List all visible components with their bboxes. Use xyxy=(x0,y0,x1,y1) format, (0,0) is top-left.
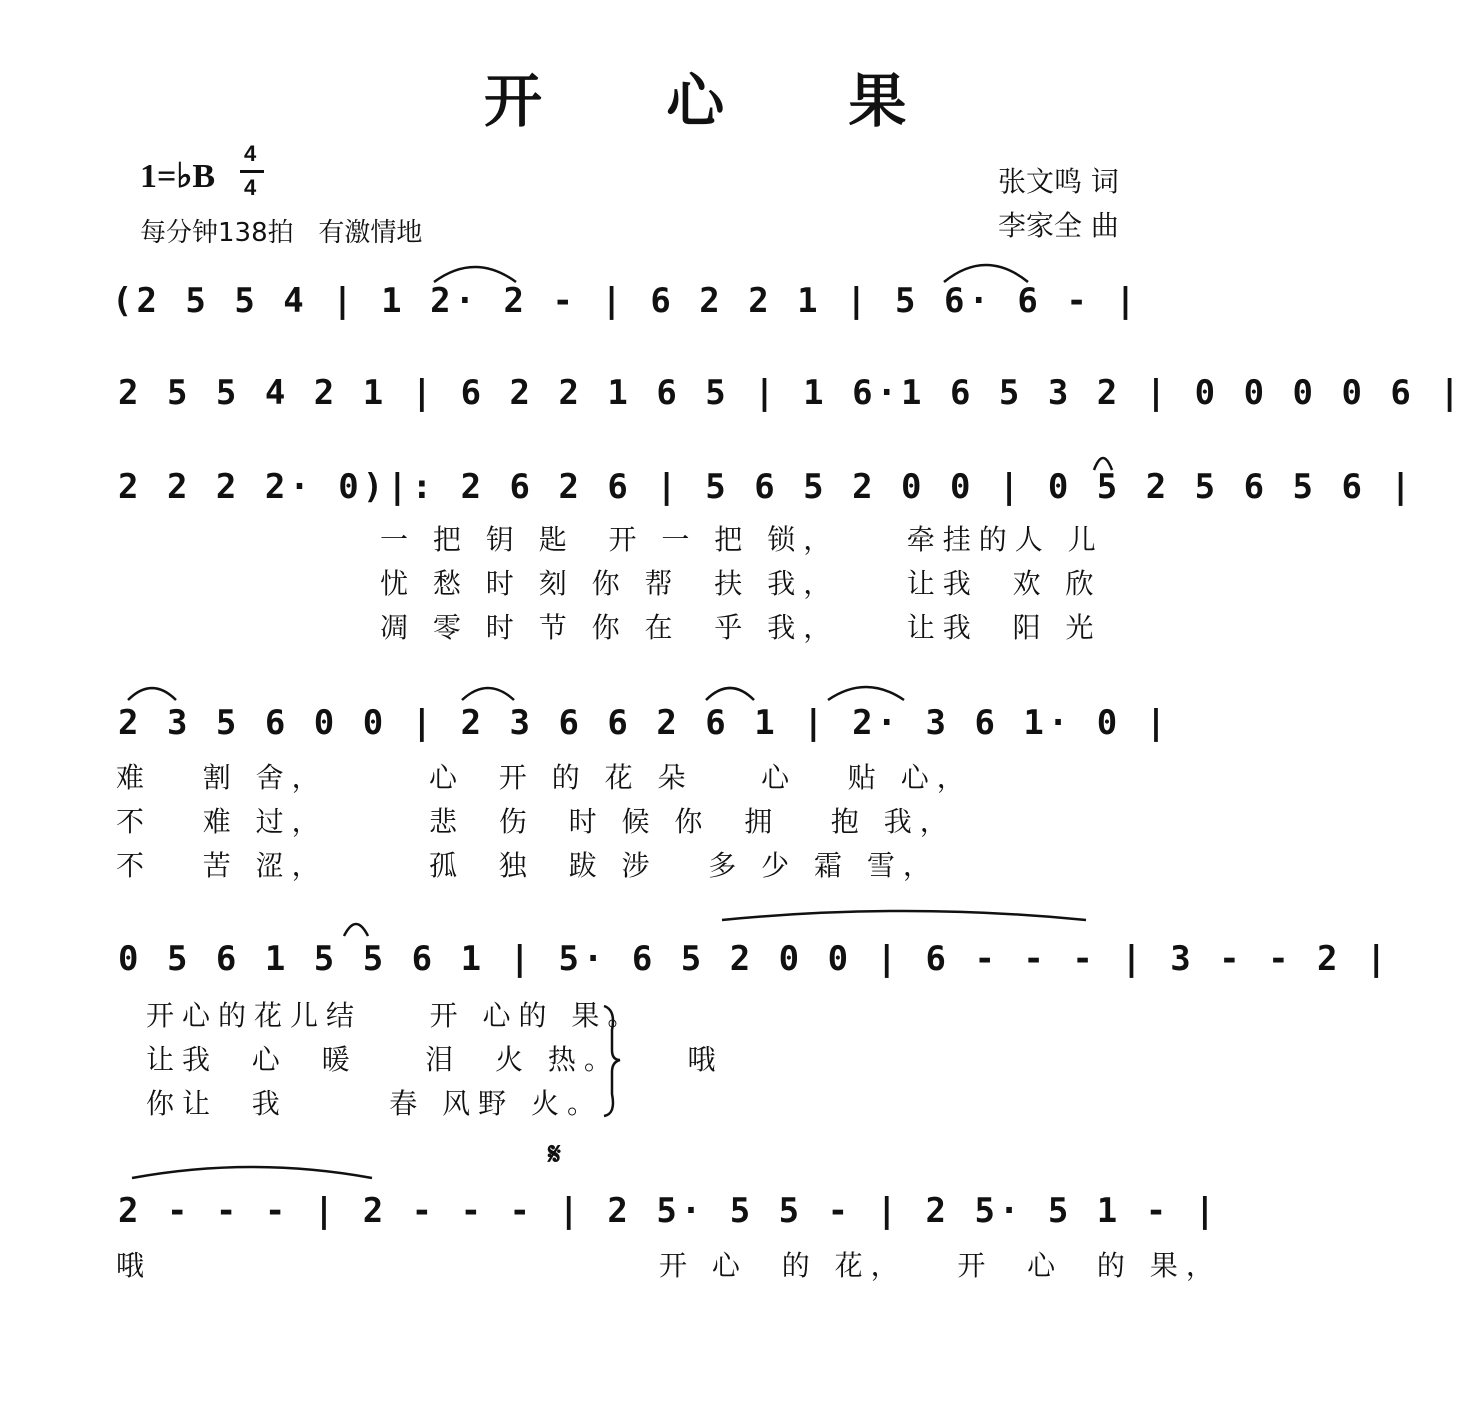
slur xyxy=(706,688,754,700)
slur xyxy=(434,267,516,282)
time-signature-bottom: 4 xyxy=(244,175,257,200)
lyric-line-3-verse-1: 一 把 钥 匙 开 一 把 锁， 牵挂的人 儿 xyxy=(380,523,1104,556)
lyric-line-4-verse-2: 不 难 过， 悲 伤 时 候 你 拥 抱 我， xyxy=(116,805,956,838)
bracket xyxy=(604,1006,620,1116)
lyric-line-5-verse-3: 你让 我 春 风野 火。 xyxy=(146,1087,604,1120)
key-signature: 1=♭B xyxy=(140,158,216,195)
notation-line-4: 2 3 5 6 0 0 | 2 3 6 6 2 6 1 | 2· 3 6 1· 0 | xyxy=(118,703,1171,743)
lyric-line-4-verse-1: 难 割 舍， 心 开 的 花 朵 心 贴 心， xyxy=(116,761,973,794)
slur xyxy=(1094,458,1112,470)
slur xyxy=(944,265,1028,282)
lyric-line-5-verse-1: 开心的花儿结 开 心的 果。 xyxy=(146,999,644,1032)
notation-line-5: 0 5 6 1 5 5 6 1 | 5· 6 5 2 0 0 | 6 - - - | 3 - - 2 | xyxy=(118,939,1391,979)
slur xyxy=(132,1167,372,1178)
lyricist-credit: 张文鸣 词 xyxy=(998,165,1119,198)
notation-line-1: (2 5 5 4 | 1 2· 2 - | 6 2 2 1 | 5 6· 6 - | xyxy=(112,281,1140,321)
lyric-line-6-verse-1: 哦 开 心 的 花， 开 心 的 果， xyxy=(116,1249,1222,1282)
lyric-line-3-verse-2: 忧 愁 时 刻 你 帮 扶 我， 让我 欢 欣 xyxy=(380,567,1102,600)
lyric-line-4-verse-3: 不 苦 涩， 孤 独 跋 涉 多 少 霜 雪， xyxy=(116,849,939,882)
tempo-marking: 每分钟138拍 有激情地 xyxy=(140,218,423,248)
lyric-line-5-verse-2: 让我 心 暖 泪 火 热。 哦 xyxy=(146,1043,724,1076)
notation-line-6: 2 - - - | 2 - - - | 2 5· 5 5 - | 2 5· 5 1 - | xyxy=(118,1191,1220,1231)
slur xyxy=(344,924,368,936)
slur xyxy=(722,911,1086,920)
notation-line-3: 2 2 2 2· 0)|: 2 6 2 6 | 5 6 5 2 0 0 | 0 5 2 5 6 5 6 | xyxy=(118,467,1415,507)
slur xyxy=(828,687,904,700)
segno-sign: 𝄋 xyxy=(548,1137,561,1172)
composer-credit: 李家全 曲 xyxy=(998,209,1119,242)
slur xyxy=(128,688,176,700)
song-title: 开 心 果 xyxy=(484,67,959,135)
lyric-line-3-verse-3: 凋 零 时 节 你 在 乎 我， 让我 阳 光 xyxy=(380,611,1102,644)
time-signature-top: 4 xyxy=(244,141,257,166)
notation-line-2: 2 5 5 4 2 1 | 6 2 2 1 6 5 | 1 6·1 6 5 3 2 | 0 0 0 0 6 | xyxy=(118,373,1464,413)
slur xyxy=(462,688,514,700)
